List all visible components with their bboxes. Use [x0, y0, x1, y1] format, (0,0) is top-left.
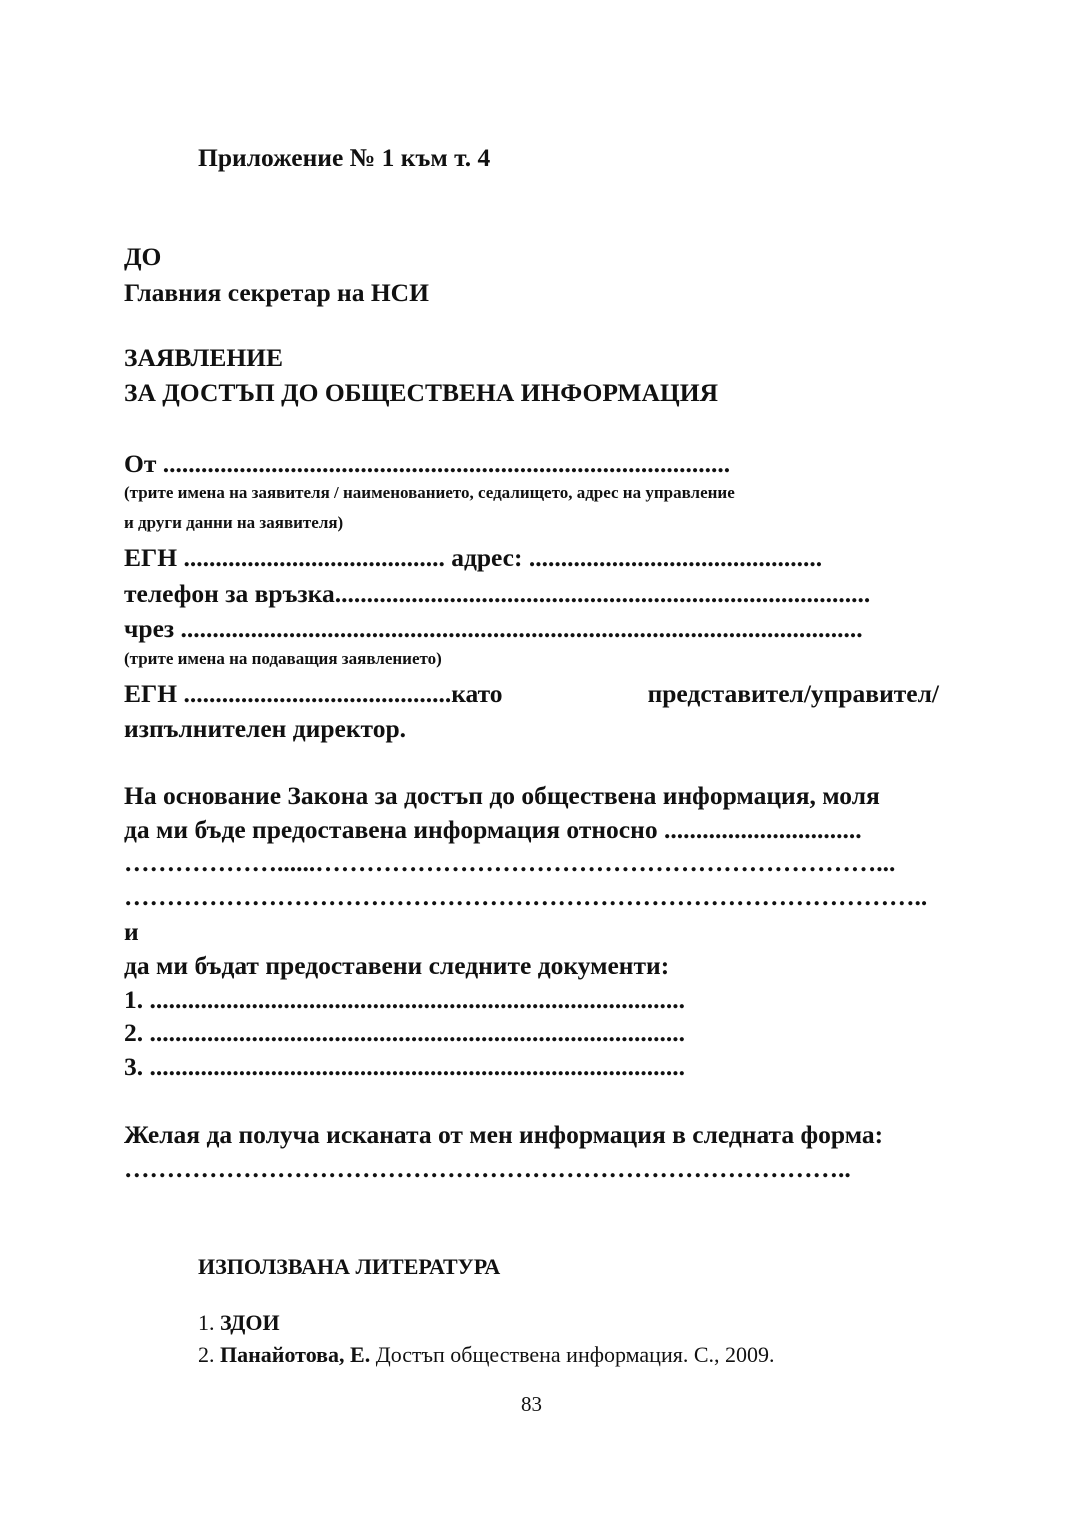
dotted-line-3: ………………………………………………………………………….. [124, 1154, 851, 1183]
reference-number: 2. [198, 1342, 220, 1367]
document-item: 1. .................................................................................... [124, 985, 685, 1014]
page-number: 83 [521, 1392, 542, 1416]
document-title-line-2: ЗА ДОСТЪП ДО ОБЩЕСТВЕНА ИНФОРМАЦИЯ [124, 378, 718, 407]
representative-line [124, 679, 939, 709]
via-note: (трите имена на подаващия заявлението) [124, 649, 442, 668]
reference-text: Достъп обществена информация. С., 2009. [370, 1342, 775, 1367]
phone-field: телефон за връзка.................................................................................... [124, 579, 871, 608]
from-field: От ......................................................................................... [124, 449, 731, 478]
documents-intro: да ми бъдат предоставени следните документи: [124, 951, 670, 980]
dotted-line-2: ………………………………………………………………………………….. [124, 882, 928, 911]
literature-heading: ИЗПОЛЗВАНА ЛИТЕРАТУРА [198, 1254, 501, 1279]
dotted-line-1: ………………......…………………………………………………………... [124, 848, 896, 877]
egn-address-field: ЕГН ......................................... адрес: .............................................. [124, 543, 823, 572]
from-note-line-1: (трите имена на заявителя / наименованието, седалището, адрес на управление [124, 483, 735, 502]
appendix-title: Приложение № 1 към т. 4 [198, 143, 491, 172]
document-item: 3. .................................................................................... [124, 1052, 685, 1081]
and-line: и [124, 917, 139, 946]
from-note-line-2: и други данни на заявителя) [124, 513, 344, 532]
request-basis-line-2: да ми бъде предоставена информация относно ............................... [124, 815, 862, 844]
reference-author: ЗДОИ [220, 1310, 280, 1335]
recipient: Главния секретар на НСИ [124, 278, 429, 307]
reference-item [198, 1310, 280, 1336]
representative-line-2: изпълнителен директор. [124, 714, 407, 743]
document-item: 2. .................................................................................... [124, 1018, 685, 1047]
reference-author: Панайотова, Е. [220, 1342, 371, 1367]
document-title-line-1: ЗАЯВЛЕНИЕ [124, 343, 284, 372]
request-basis-line-1: На основание Закона за достъп до обществена информация, моля [124, 781, 880, 810]
reference-item [198, 1342, 775, 1368]
to-line: ДО [124, 242, 162, 271]
via-field: чрез ........................................................................................................... [124, 614, 863, 643]
representative-egn: ЕГН ..........................................като [124, 679, 503, 708]
form-preference: Желая да получа исканата от мен информация в следната форма: [124, 1120, 884, 1149]
reference-number: 1. [198, 1310, 220, 1335]
representative-role: представител/управител/ [647, 679, 939, 708]
